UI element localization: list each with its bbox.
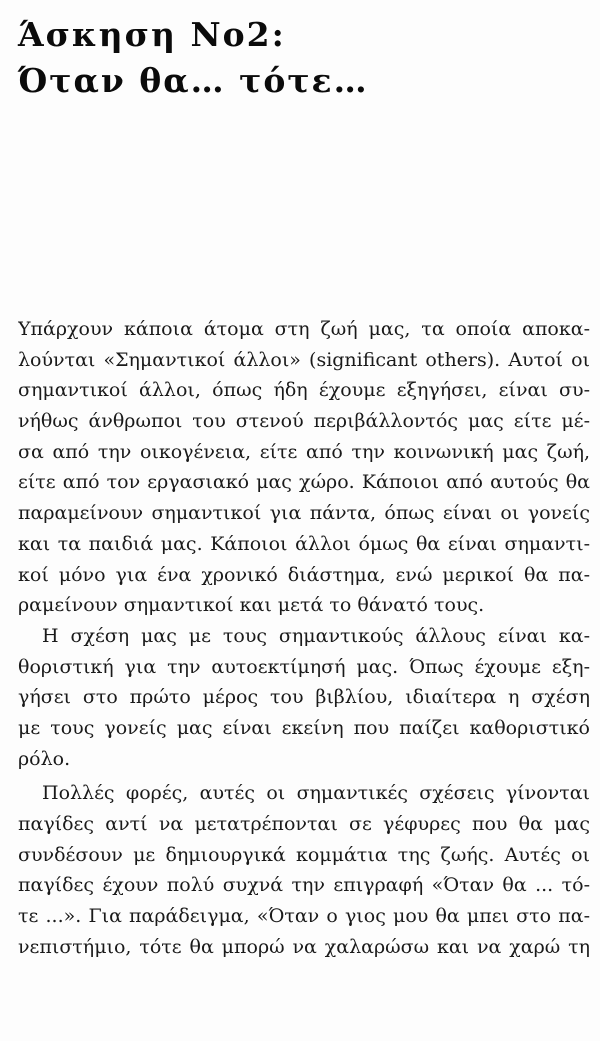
exercise-title (18, 12, 588, 104)
paragraph-3 (18, 778, 590, 962)
text-line: Υπάρχουν κάποια άτομα στη ζωή μας, τα οποία αποκα- (18, 318, 590, 340)
text-line: ραμείνουν σημαντικοί και μετά το θάνατό τους. (18, 594, 485, 617)
text-line: παγίδες αντί να μετατρέπονται σε γέφυρες που θα μας (18, 813, 590, 835)
text-line: με τους γονείς μας είναι εκείνη που παίζει καθοριστικό (18, 716, 590, 739)
text-line: νήθως άνθρωποι του στενού περιβάλλοντός μας είτε μέ- (18, 410, 590, 433)
text-line: κοί μόνο για ένα χρονικό διάστημα, ενώ μερικοί θα πα- (18, 563, 590, 586)
text-line: σημαντικοί άλλοι, όπως ήδη έχουμε εξηγήσει, είναι συ- (18, 379, 590, 402)
text-line: θοριστική για την αυτοεκτίμησή μας. Όπως έχουμε εξη- (18, 655, 590, 678)
paragraph-2 (18, 621, 590, 774)
text-line: είτε από τον εργασιακό μας χώρο. Κάποιοι από αυτούς θα (18, 471, 590, 494)
body-text (18, 314, 590, 962)
text-line: Η σχέση μας με τους σημαντικούς άλλους είναι κα- (42, 624, 590, 647)
text-line: λούνται «Σημαντικοί άλλοι» (significant others). Αυτοί οι (18, 348, 590, 371)
text-line: Πολλές φορές, αυτές οι σημαντικές σχέσεις γίνονται (42, 782, 590, 805)
text-line: και τα παιδιά μας. Κάποιοι άλλοι όμως θα είναι σημαντι- (18, 532, 590, 555)
text-line: ρόλο. (18, 747, 71, 770)
title-line-2: Όταν θα… τότε… (18, 61, 369, 100)
text-line: συνδέσουν με δημιουργικά κομμάτια της ζωής. Αυτές οι (18, 843, 590, 866)
text-line: γήσει στο πρώτο μέρος του βιβλίου, ιδιαίτερα η σχέση (18, 686, 590, 709)
text-line: σα από την οικογένεια, είτε από την κοινωνική μας ζωή, (18, 440, 590, 463)
text-line: παγίδες έχουν πολύ συχνά την επιγραφή «Όταν θα ... τό- (18, 874, 590, 897)
text-line: παραμείνουν σημαντικοί για πάντα, όπως είναι οι γονείς (18, 502, 590, 525)
text-line: τε ...». Για παράδειγμα, «Όταν ο γιος μου θα μπει στο πα- (18, 905, 590, 928)
paragraph-1 (18, 314, 590, 621)
text-line: νεπιστήμιο, τότε θα μπορώ να χαλαρώσω και να χαρώ τη (18, 935, 590, 958)
title-line-1: Άσκηση Νο2: (18, 15, 286, 54)
